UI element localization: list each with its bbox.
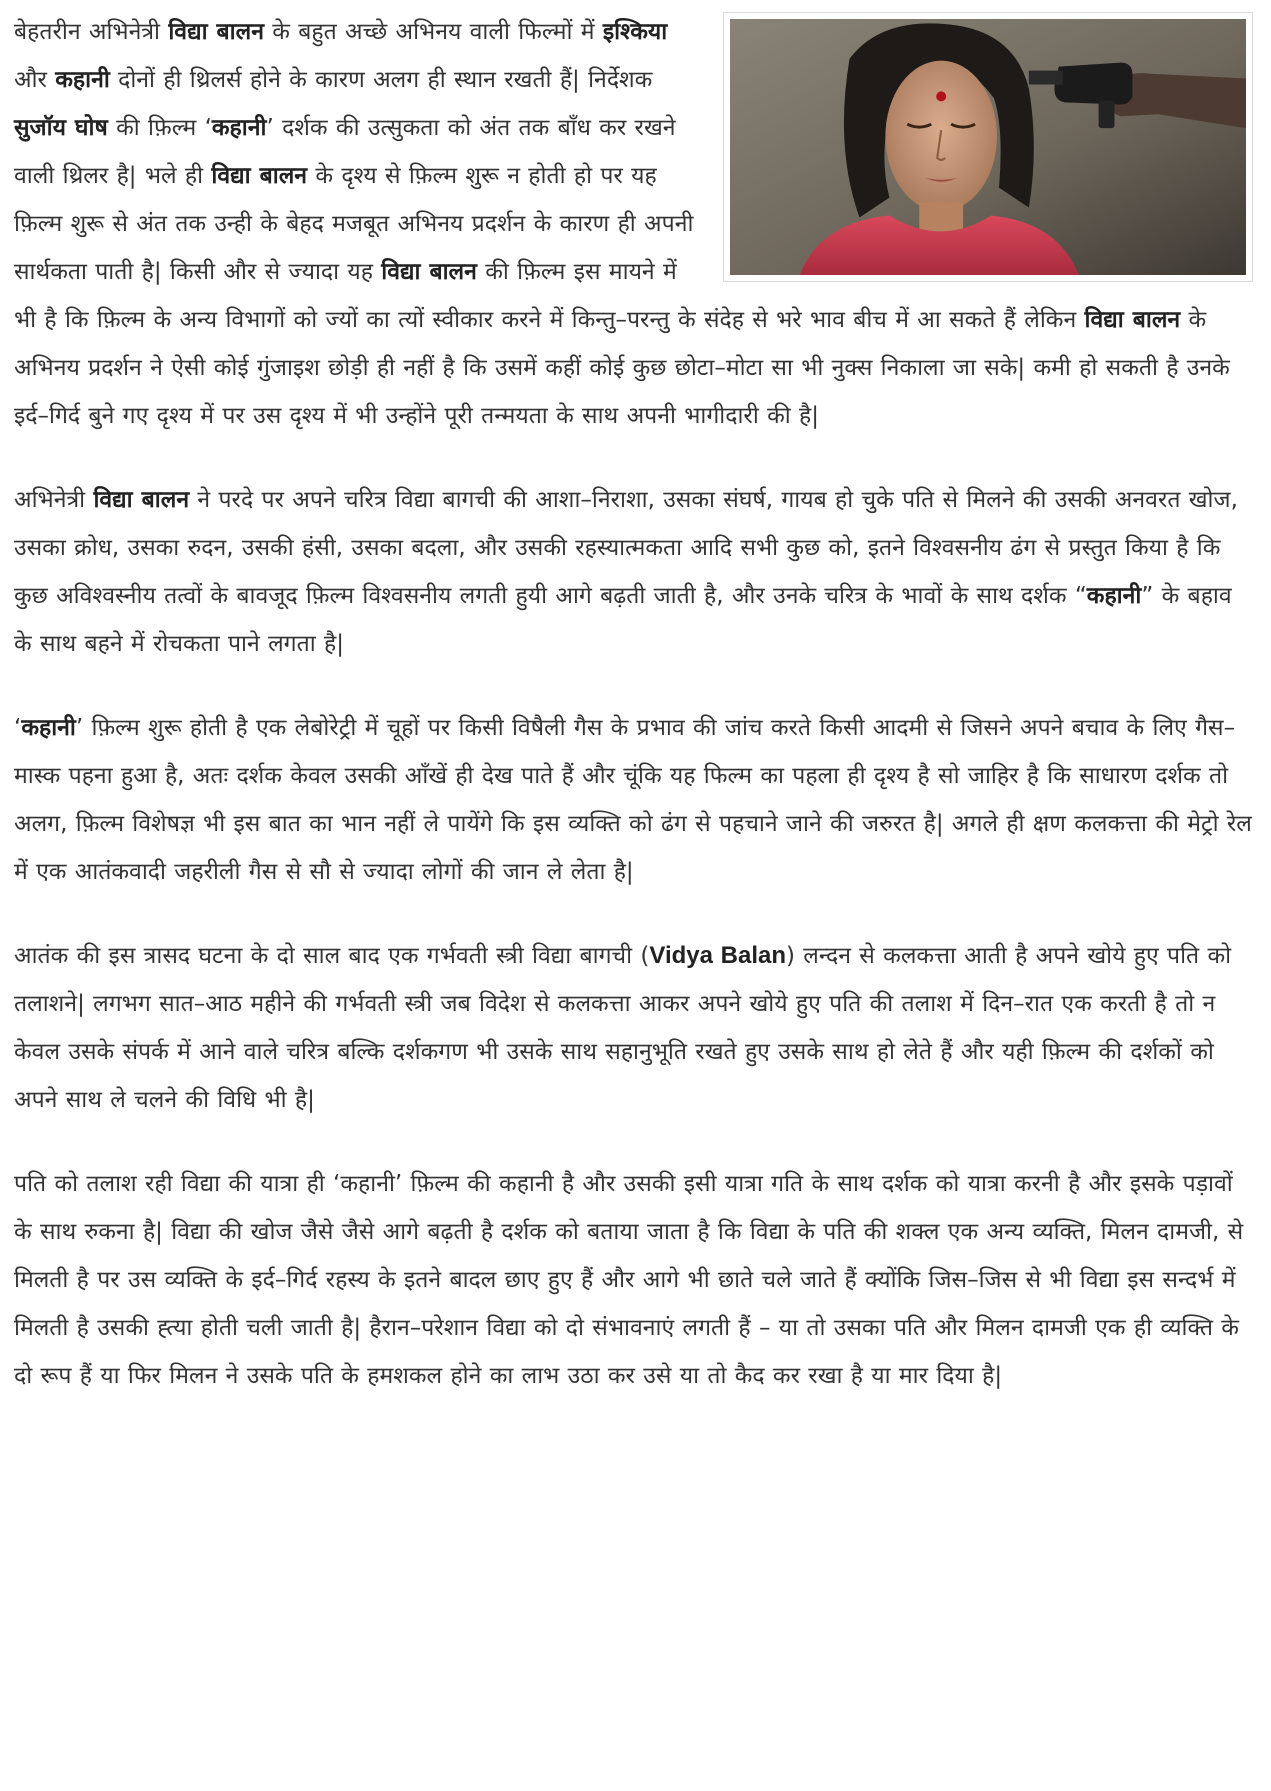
paragraph-2 <box>14 476 1257 668</box>
paragraph-5 <box>14 1160 1257 1400</box>
text-run: आतंक की इस त्रासद घटना के दो साल बाद एक गर्भवती स्त्री विद्या बागची ( <box>14 943 650 969</box>
text-run: दोनों ही थ्रिलर्स होने के कारण अलग ही स्थान रखती हैं| निर्देशक <box>109 67 653 93</box>
film-still-image <box>730 19 1246 275</box>
text-run: ‘ <box>14 715 22 741</box>
text-run: की फ़िल्म ‘ <box>107 115 212 141</box>
text-run: के दृश्य से फ़िल्म शुरू न होती हो पर यह फ़िल्म शुरू से अंत तक उन्ही के बेहद मजबूत अभिनय प्रदर्शन के कारण ही अपनी सार्थकता पाती है| किसी और से ज्यादा यह <box>14 163 694 285</box>
bold-film-title: इश्किया <box>602 19 668 45</box>
text-run: बेहतरीन अभिनेत्री <box>14 19 169 45</box>
bold-english-actress-name: Vidya Balan <box>649 942 787 969</box>
text-run: ’ फ़िल्म शुरू होती है एक लेबोरेट्री में चूहों पर किसी विषैली गैस के प्रभाव की जांच करते किसी आदमी से जिसने अपने बचाव के लिए गैस–मास्क पहना हुआ है, अतः दर्शक केवल उसकी आँखें ही देख पाते हैं और चूंकि यह फिल्म का पहला ही दृश्य है सो जाहिर है कि साधारण दर्शक तो अलग, फ़िल्म विशेषज्ञ भी इस बात का भान नहीं ले पायेंगे कि इस व्यक्ति को ढंग से पहचाने जाने की जरुरत है| अगले ही क्षण कलकत्ता की मेट्रो रेल में एक आतंकवादी जहरीली गैस से सौ से ज्यादा लोगों की जान ले लेता है| <box>14 715 1252 885</box>
text-run: के बहुत अच्छे अभिनय वाली फिल्मों में <box>263 19 603 45</box>
text-run: और <box>14 67 56 93</box>
bold-film-title: कहानी <box>55 67 110 93</box>
bold-film-title: कहानी <box>1086 583 1142 609</box>
bold-director-name: सुजॉय घोष <box>14 115 108 141</box>
text-run: पति को तलाश रही विद्या की यात्रा ही ‘कहानी’ फ़िल्म की कहानी है और उसकी इसी यात्रा गति के साथ दर्शक को यात्रा करनी है और इसके पड़ावों के साथ रुकना है| विद्या की खोज जैसे जैसे आगे बढ़ती है दर्शक को बताया जाता है कि विद्या के पति की शक्ल एक अन्य व्यक्ति, मिलन दामजी, से मिलती है पर उस व्यक्ति के इर्द–गिर्द रहस्य के इतने बादल छाए हुए हैं और आगे भी छाते चले जाते हैं क्योंकि जिस–जिस से भी विद्या इस सन्दर्भ में मिलती है उसकी ह्त्या होती चली जाती है| हैरान–परेशान विद्या को दो संभावनाएं लगती हैं – या तो उसका पति और मिलन दामजी एक ही व्यक्ति के दो रूप हैं या फिर मिलन ने उसके पति के हमशकल होने का लाभ उठा कर उसे या तो कैद कर रखा है या मार दिया है| <box>14 1171 1244 1389</box>
text-run: ’ दर्शक की उत्सुकता को अंत तक बाँध कर रखने वाली थ्रिलर है| भले ही <box>14 115 676 189</box>
bold-actress-name: विद्या बालन <box>168 19 264 45</box>
film-still-photo <box>723 12 1253 282</box>
bold-film-title: कहानी <box>211 115 267 141</box>
bold-film-title: कहानी <box>21 715 76 741</box>
bold-actress-name: विद्या बालन <box>93 487 190 513</box>
bold-actress-name: विद्या बालन <box>211 163 308 189</box>
text-run: ” के बहाव के साथ बहने में रोचकता पाने लगता है| <box>14 583 1232 657</box>
text-run: ) लन्दन से कलकत्ता आती है अपने खोये हुए पति को तलाशने| लगभग सात–आठ महीने की गर्भवती स्त्री जब विदेश से कलकत्ता आकर अपने खोये हुए पति की तलाश में दिन–रात एक करती है तो न केवल उसके संपर्क में आने वाले चरित्र बल्कि दर्शकगण भी उसके साथ सहानुभूति रखते हुए उसके साथ हो लेते हैं और यही फ़िल्म की दर्शकों को अपने साथ ले चलने की विधि भी है| <box>14 943 1232 1113</box>
text-run: की फ़िल्म इस मायने में भी है कि फ़िल्म के अन्य विभागों को ज्यों का त्यों स्वीकार करने में किन्तु–परन्तु के संदेह से भरे भाव बीच में आ सकते हैं लेकिन <box>14 259 1085 333</box>
paragraph-4 <box>14 932 1257 1124</box>
bold-actress-name: विद्या बालन <box>381 259 477 285</box>
text-run: अभिनेत्री <box>14 487 94 513</box>
bold-actress-name: विद्या बालन <box>1084 307 1181 333</box>
text-run: ने परदे पर अपने चरित्र विद्या बागची की आशा–निराशा, उसका संघर्ष, गायब हो चुके पति से मिलने की उसकी अनवरत खोज, उसका क्रोध, उसका रुदन, उसकी हंसी, उसका बदला, और उसकी रहस्यात्मकता आदि सभी कुछ को, इतने विश्वसनीय ढंग से प्रस्तुत किया है कि कुछ अविश्वस्नीय तत्वों के बावजूद फ़िल्म विश्वसनीय लगती हुयी आगे बढ़ती जाती है, और उनके चरित्र के भावों के साथ दर्शक “ <box>14 487 1238 609</box>
text-run: के अभिनय प्रदर्शन ने ऐसी कोई गुंजाइश छोड़ी ही नहीं है कि उसमें कहीं कोई कुछ छोटा–मोटा सा भी नुक्स निकाला जा सके| कमी हो सकती है उनके इर्द–गिर्द बुने गए दृश्य में पर उस दृश्य में भी उन्होंने पूरी तन्मयता के साथ अपनी भागीदारी की है| <box>14 307 1230 429</box>
paragraph-3 <box>14 704 1257 896</box>
